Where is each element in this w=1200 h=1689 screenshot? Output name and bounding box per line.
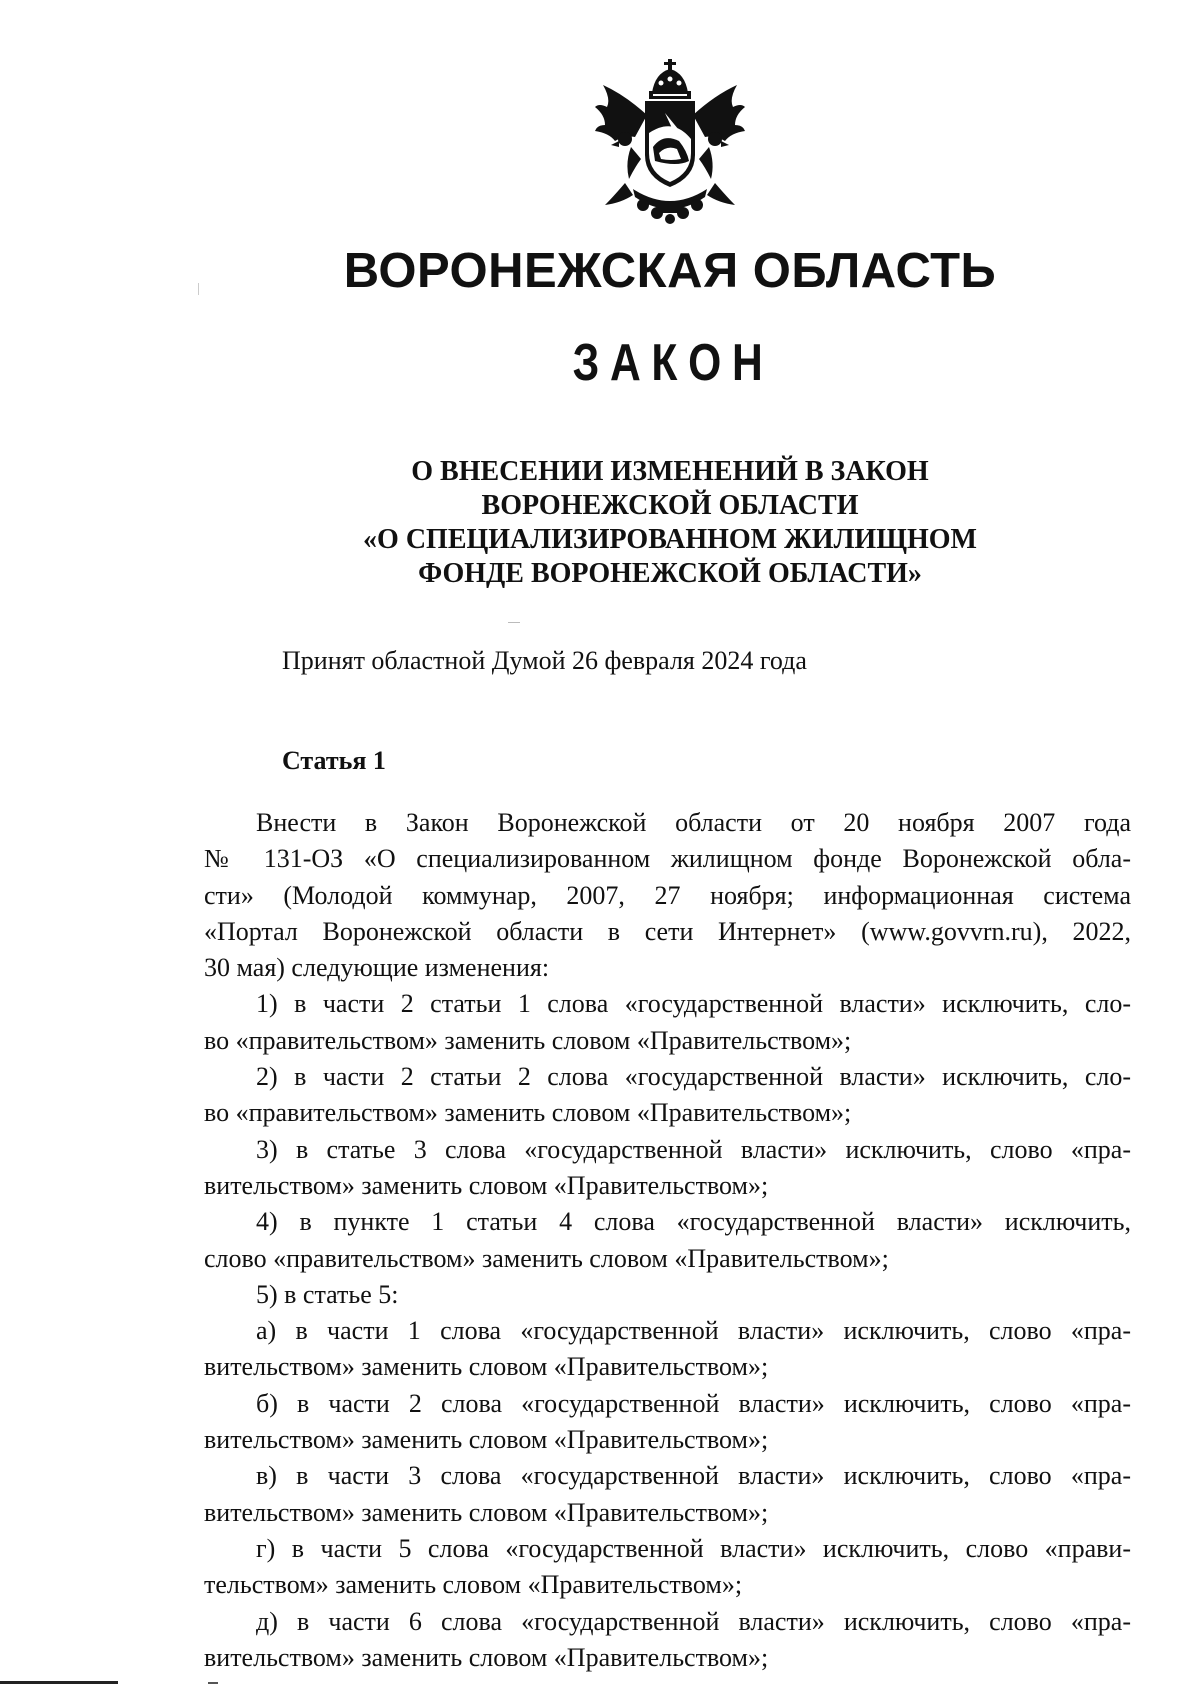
body-line: вительством» заменить словом «Правительством»; (204, 1497, 769, 1527)
law-subject-line: ВОРОНЕЖСКОЙ ОБЛАСТИ (481, 490, 859, 521)
law-subject-line: О ВНЕСЕНИИ ИЗМЕНЕНИЙ В ЗАКОН (411, 456, 929, 487)
body-line: 4) в пункте 1 статьи 4 слова «государственной власти» исключить, (256, 1207, 1131, 1237)
body-line: 3) в статье 3 слова «государственной власти» исключить, слово «пра- (256, 1134, 1131, 1164)
adoption-date: Принят областной Думой 26 февраля 2024 года (282, 646, 807, 675)
article-heading: Статья 1 (282, 746, 386, 775)
body-line: № 131-ОЗ «О специализированном жилищном фонде Воронежской обла- (204, 844, 1131, 874)
body-line: вительством» заменить словом «Правительством»; (204, 1170, 769, 1200)
body-line: слово «правительством» заменить словом «Правительством»; (204, 1243, 889, 1273)
scan-artifact (0, 1681, 118, 1684)
scan-artifact (508, 622, 520, 623)
body-line: г) в части 5 слова «государственной власти» исключить, слово «прави- (256, 1533, 1131, 1563)
law-subject-line: ФОНДЕ ВОРОНЕЖСКОЙ ОБЛАСТИ» (418, 558, 922, 589)
body-line: вительством» заменить словом «Правительством»; (204, 1642, 769, 1672)
body-line: а) в части 1 слова «государственной власти» исключить, слово «пра- (256, 1316, 1131, 1346)
body-line: вительством» заменить словом «Правительством»; (204, 1425, 769, 1455)
body-line: д) в части 6 слова «государственной власти» исключить, слово «пра- (256, 1606, 1131, 1636)
body-line: во «правительством» заменить словом «Правительством»; (204, 1098, 852, 1128)
body-line: «Портал Воронежской области в сети Интернет» (www.govvrn.ru), 2022, (204, 916, 1131, 946)
body-line: 1) в части 2 статьи 1 слова «государственной власти» исключить, сло- (256, 989, 1131, 1019)
voronezh-coat-of-arms-icon (585, 55, 755, 225)
document-type-title: ЗАКОН (572, 334, 774, 392)
body-line: 5) в статье 5: (256, 1279, 399, 1309)
body-line: б) в части 2 слова «государственной власти» исключить, слово «пра- (256, 1388, 1131, 1418)
body-line: в) в части 3 слова «государственной власти» исключить, слово «пра- (256, 1461, 1131, 1491)
body-line: во «правительством» заменить словом «Правительством»; (204, 1025, 852, 1055)
scan-artifact (208, 1682, 218, 1684)
body-line: тельством» заменить словом «Правительством»; (204, 1570, 743, 1600)
body-line: вительством» заменить словом «Правительством»; (204, 1352, 769, 1382)
law-subject-line: «О СПЕЦИАЛИЗИРОВАННОМ ЖИЛИЩНОМ (363, 524, 977, 555)
region-name: ВОРОНЕЖСКАЯ ОБЛАСТЬ (343, 244, 997, 298)
law-subject (300, 455, 1040, 591)
article-body (204, 805, 1131, 1676)
body-line: 2) в части 2 статьи 2 слова «государственной власти» исключить, сло- (256, 1062, 1131, 1092)
body-line: 30 мая) следующие изменения: (204, 953, 550, 983)
body-line: сти» (Молодой коммунар, 2007, 27 ноября; информационная система (204, 880, 1131, 910)
body-line: Внести в Закон Воронежской области от 20 ноября 2007 года (256, 808, 1131, 837)
scan-artifact (198, 283, 199, 295)
